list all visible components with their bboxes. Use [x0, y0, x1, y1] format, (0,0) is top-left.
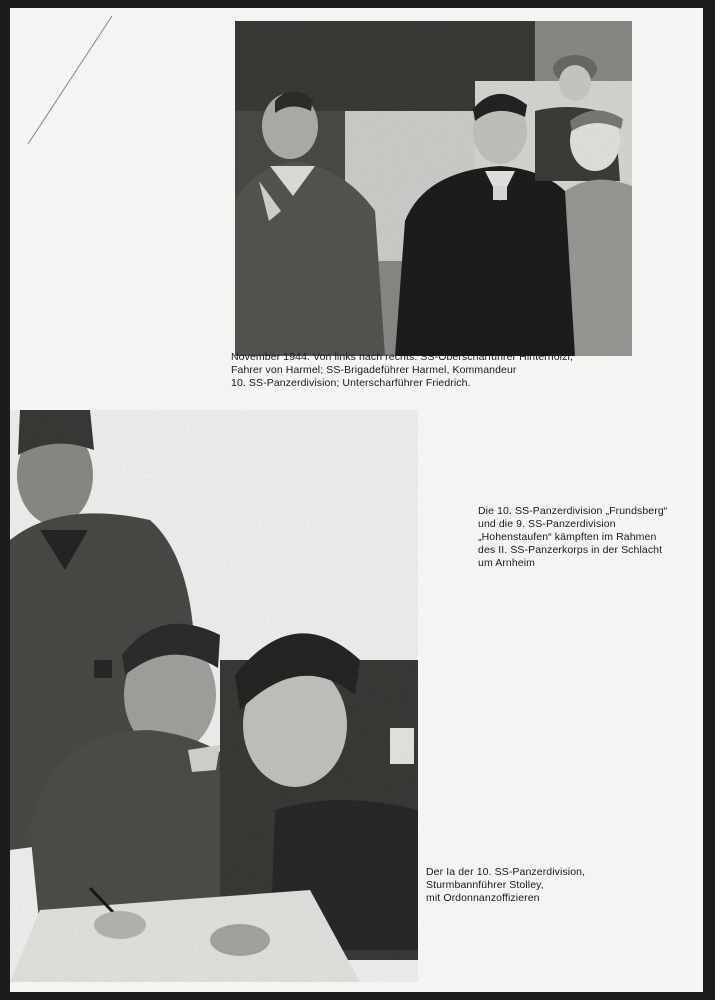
text-block-middle	[478, 505, 667, 570]
text-line: und die 9. SS-Panzerdivision	[478, 518, 616, 530]
pencil-stroke-mark	[26, 14, 126, 164]
caption-line: mit Ordonnanzoffizieren	[426, 892, 540, 904]
text-line: Die 10. SS-Panzerdivision „Frundsberg“	[478, 505, 668, 517]
text-line: um Arnheim	[478, 557, 536, 569]
document-page	[10, 8, 703, 992]
caption-line: November 1944. Von links nach rechts: SS-Oberscharführer Hinterhölzl,	[231, 351, 573, 363]
caption-line: Sturmbannführer Stolley,	[426, 879, 544, 891]
photo-officers-at-table	[10, 410, 418, 982]
caption-line: Fahrer von Harmel; SS-Brigadeführer Harmel, Kommandeur	[231, 364, 517, 376]
caption-line: 10. SS-Panzerdivision; Unterscharführer Friedrich.	[231, 377, 471, 389]
caption-line: Der Ia der 10. SS-Panzerdivision,	[426, 866, 586, 878]
photo-caption-top	[231, 351, 573, 390]
photo-caption-bottom	[426, 866, 585, 905]
photo-officers-group	[235, 21, 632, 356]
text-line: „Hohenstaufen“ kämpften im Rahmen	[478, 531, 657, 543]
text-line: des II. SS-Panzerkorps in der Schlacht	[478, 544, 663, 556]
